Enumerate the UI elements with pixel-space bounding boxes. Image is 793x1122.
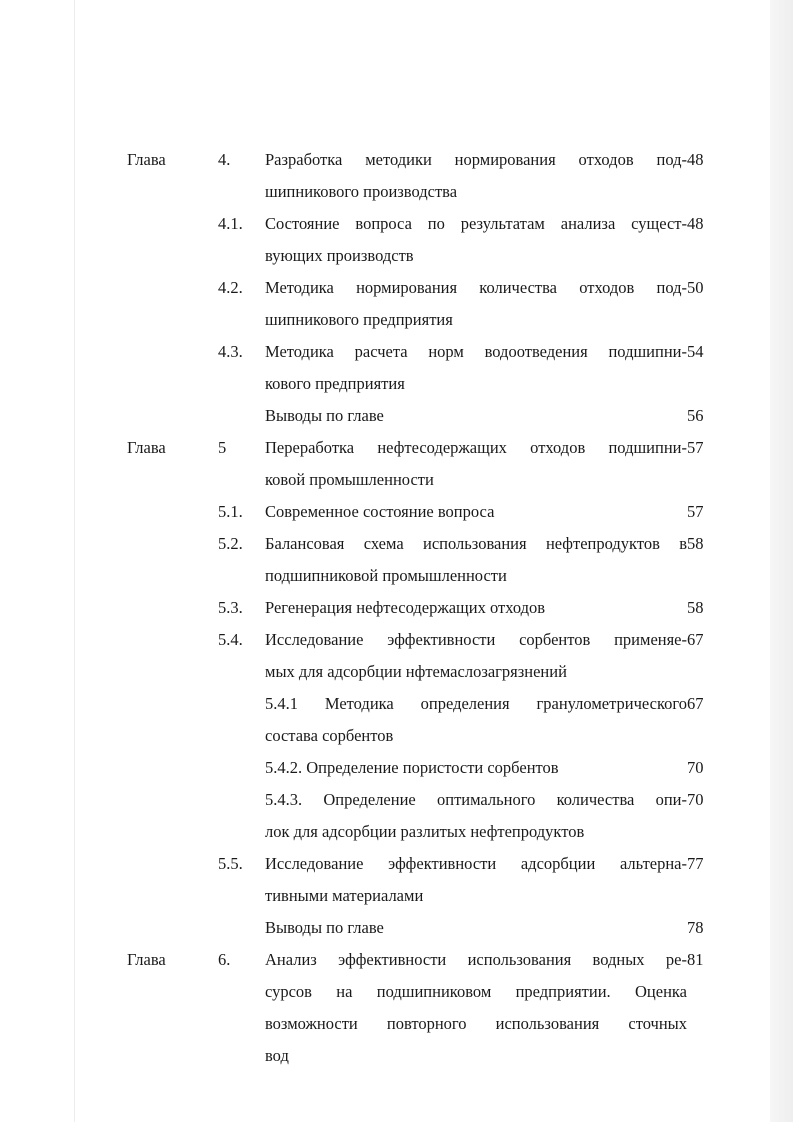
toc-entry-title [265, 848, 687, 912]
toc-entry-number: 4. [218, 150, 231, 169]
toc-entry-chapter-label: Глава [127, 150, 166, 169]
toc-entry-chapter-label [127, 848, 218, 912]
toc-entry-title [265, 272, 687, 336]
toc-entry-title-line: 5.4.3. Определение оптимального количества опи- [265, 790, 687, 809]
toc-entry-title-line: 5.4.1 Методика определения гранулометрического [265, 694, 687, 713]
toc-entry-title [265, 944, 687, 1072]
toc-entry-title-line: Современное состояние вопроса [265, 502, 495, 521]
toc-entry-title [265, 528, 687, 592]
toc-entry-chapter-label [127, 912, 218, 944]
toc-entry-page-number: 57 [687, 438, 704, 457]
toc-entry-chapter-label [127, 784, 218, 848]
toc-entry-page-number: 67 [687, 630, 704, 649]
toc-entry-title-line: Переработка нефтесодержащих отходов подшипни- [265, 438, 687, 457]
toc-entry-title-line: кового предприятия [265, 374, 405, 393]
toc-entry-title-line: Анализ эффективности использования водных ре- [265, 950, 687, 969]
toc-entry-number: 5.5. [218, 854, 243, 873]
toc-entry-page-number: 54 [687, 342, 704, 361]
toc-entry [0, 432, 793, 496]
toc-entry [0, 624, 793, 688]
toc-entry [0, 336, 793, 400]
toc-entry-title-line: Регенерация нефтесодержащих отходов [265, 598, 546, 617]
toc-entry-page-number: 81 [687, 950, 704, 969]
toc-entry-title-line: лок для адсорбции разлитых нефтепродуктов [265, 822, 585, 841]
toc-entry-title-line: шипникового производства [265, 182, 458, 201]
toc-entry-title-line: подшипниковой промышленности [265, 566, 507, 585]
toc-entry-page-number: 50 [687, 278, 704, 297]
toc-entry-title [265, 496, 687, 528]
toc-entry [0, 912, 793, 944]
toc-entry-title-line: возможности повторного использования сточных [265, 1014, 687, 1033]
toc-entry-number [218, 912, 265, 944]
toc-entry-number: 5 [218, 438, 227, 457]
toc-entry-page-number: 48 [687, 214, 704, 233]
toc-entry-chapter-label [127, 208, 218, 272]
toc-entry-title [265, 592, 687, 624]
toc-entry-chapter-label [127, 688, 218, 752]
toc-entry-page-number: 78 [687, 918, 704, 937]
toc-entry-number [218, 400, 265, 432]
toc-entry-title [265, 752, 687, 784]
toc-entry-chapter-label: Глава [127, 950, 166, 969]
toc-entry-title [265, 144, 687, 208]
toc-entry-chapter-label [127, 752, 218, 784]
toc-entry [0, 400, 793, 432]
toc-entry-chapter-label [127, 496, 218, 528]
toc-entry [0, 944, 793, 1072]
toc-entry-page-number: 58 [687, 598, 704, 617]
toc-entry-chapter-label: Глава [127, 438, 166, 457]
toc-entry [0, 208, 793, 272]
toc-entry-title-line: Методика нормирования количества отходов под- [265, 278, 687, 297]
toc-entry-number: 5.3. [218, 598, 243, 617]
toc-entry [0, 496, 793, 528]
toc-entry-title-line: шипникового предприятия [265, 310, 453, 329]
toc-entry-number: 6. [218, 950, 231, 969]
toc-entry-number: 5.4. [218, 630, 243, 649]
toc-entry [0, 784, 793, 848]
toc-entry-chapter-label [127, 528, 218, 592]
toc-entry-page-number: 67 [687, 694, 704, 713]
toc-entry-chapter-label [127, 624, 218, 688]
toc-entry [0, 752, 793, 784]
toc-entry-number: 5.1. [218, 502, 243, 521]
toc-entry-number [218, 784, 265, 848]
toc-entry [0, 144, 793, 208]
toc-entry-number: 4.3. [218, 342, 243, 361]
toc-entry-title-line: Состояние вопроса по результатам анализа сущест- [265, 214, 687, 233]
toc-entry-chapter-label [127, 592, 218, 624]
toc-entry-page-number: 56 [687, 406, 704, 425]
toc-entry-title-line: Методика расчета норм водоотведения подшипни- [265, 342, 687, 361]
toc-entry [0, 688, 793, 752]
toc-entry [0, 272, 793, 336]
toc-entry [0, 848, 793, 912]
toc-entry [0, 592, 793, 624]
toc-entry-title-line: состава сорбентов [265, 726, 394, 745]
toc-entry-title [265, 336, 687, 400]
toc-entry [0, 528, 793, 592]
toc-entry-title [265, 400, 687, 432]
toc-entry-title-line: Исследование эффективности адсорбции альтерна- [265, 854, 687, 873]
toc-entry-title-line: 5.4.2. Определение пористости сорбентов [265, 758, 559, 777]
toc-entry-number: 5.2. [218, 534, 243, 553]
toc-entry-number [218, 752, 265, 784]
toc-entry-page-number: 70 [687, 790, 704, 809]
toc-entry-number: 4.1. [218, 214, 243, 233]
toc-entry-title-line: сурсов на подшипниковом предприятии. Оценка [265, 982, 687, 1001]
toc-entry-title-line: Исследование эффективности сорбентов применяе- [265, 630, 687, 649]
toc-entry-chapter-label [127, 272, 218, 336]
toc-entry-page-number: 77 [687, 854, 704, 873]
toc-entry-chapter-label [127, 336, 218, 400]
toc-entry-page-number: 57 [687, 502, 704, 521]
toc-entry-title-line: ковой промышленности [265, 470, 434, 489]
toc-entry-title [265, 784, 687, 848]
toc-entry-title [265, 912, 687, 944]
toc-entry-title [265, 208, 687, 272]
toc-entry-title-line: Выводы по главе [265, 918, 384, 937]
toc-entry-page-number: 70 [687, 758, 704, 777]
toc-entry-title-line: тивными материалами [265, 886, 424, 905]
toc-entry-chapter-label [127, 400, 218, 432]
toc-entry-title-line: вующих производств [265, 246, 414, 265]
table-of-contents [0, 144, 793, 1072]
toc-entry-title-line: Выводы по главе [265, 406, 384, 425]
toc-entry-page-number: 58 [687, 534, 704, 553]
toc-entry-title [265, 688, 687, 752]
toc-entry-title-line: Балансовая схема использования нефтепродуктов в [265, 534, 687, 553]
toc-entry-title [265, 432, 687, 496]
toc-entry-number [218, 688, 265, 752]
toc-entry-number: 4.2. [218, 278, 243, 297]
toc-entry-title-line: мых для адсорбции нфтемаслозагрязнений [265, 662, 567, 681]
toc-entry-page-number: 48 [687, 150, 704, 169]
toc-entry-title-line: Разработка методики нормирования отходов под- [265, 150, 687, 169]
toc-entry-title-line: вод [265, 1046, 289, 1065]
toc-entry-title [265, 624, 687, 688]
